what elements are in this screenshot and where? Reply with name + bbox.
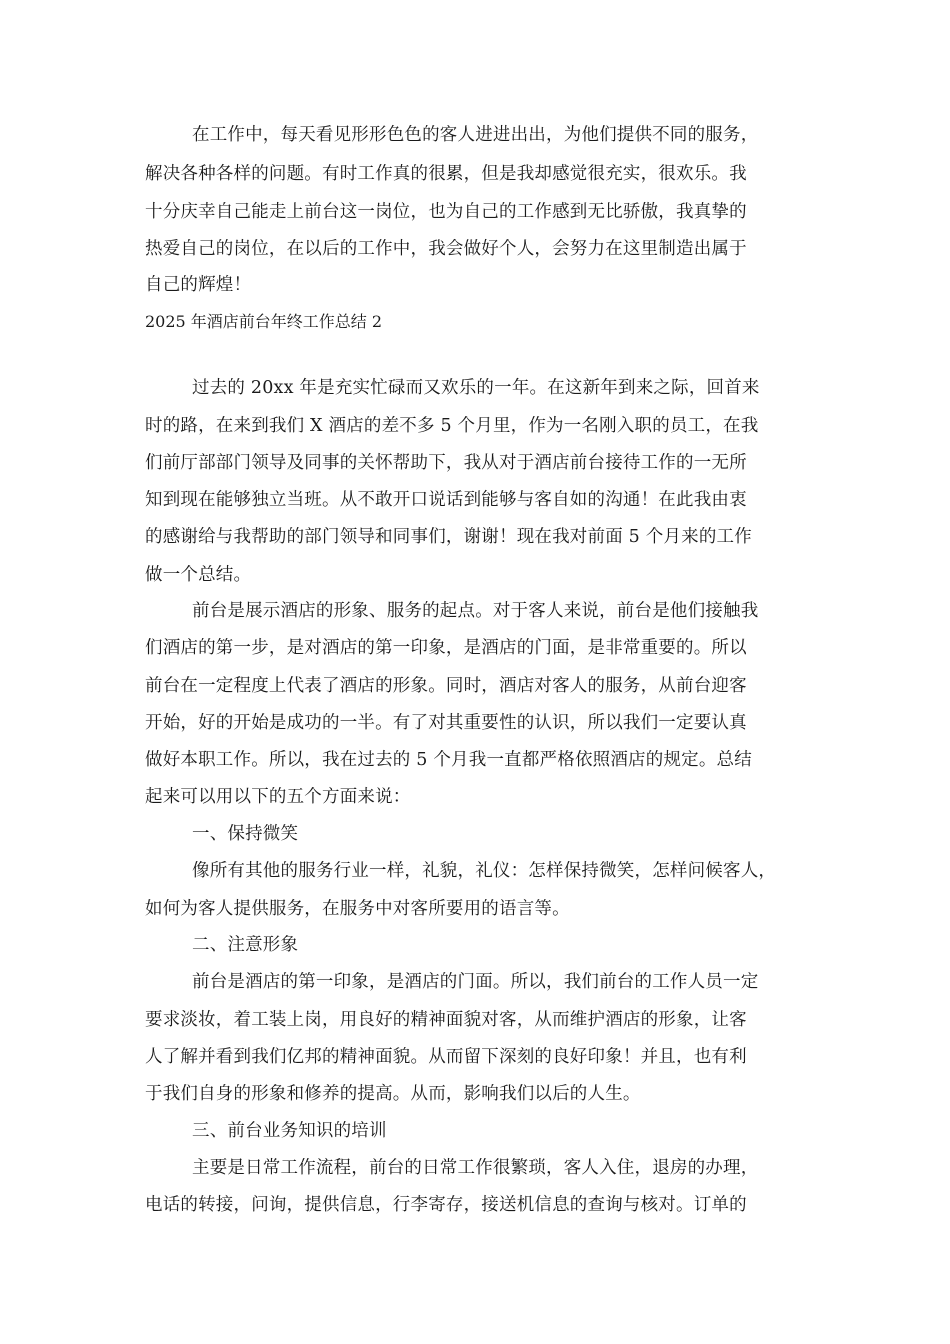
paragraph-line: 前台是酒店的第一印象，是酒店的门面。所以，我们前台的工作人员一定: [192, 972, 759, 992]
paragraph-line: 们前厅部部门领导及同事的关怀帮助下，我从对于酒店前台接待工作的一无所: [145, 453, 747, 473]
paragraph-line: 起来可以用以下的五个方面来说：: [145, 787, 411, 807]
section-title: 2025 年酒店前台年终工作总结 2: [145, 312, 383, 331]
paragraph-line: 知到现在能够独立当班。从不敢开口说话到能够与客自如的沟通！在此我由衷: [145, 490, 747, 510]
paragraph-line: 前台在一定程度上代表了酒店的形象。同时，酒店对客人的服务，从前台迎客: [145, 676, 747, 696]
paragraph-line: 时的路，在来到我们 X 酒店的差不多 5 个月里，作为一名刚入职的员工，在我: [145, 416, 759, 436]
subheading-image: 二、注意形象: [192, 935, 299, 955]
paragraph-line: 电话的转接，问询，提供信息，行李寄存，接送机信息的查询与核对。订单的: [145, 1195, 747, 1215]
paragraph-line: 的感谢给与我帮助的部门领导和同事们，谢谢！现在我对前面 5 个月来的工作: [145, 527, 752, 547]
paragraph-line: 要求淡妆，着工装上岗，用良好的精神面貌对客，从而维护酒店的形象，让客: [145, 1010, 747, 1030]
paragraph-line: 于我们自身的形象和修养的提高。从而，影响我们以后的人生。: [145, 1084, 641, 1104]
paragraph-line: 像所有其他的服务行业一样，礼貌，礼仪：怎样保持微笑，怎样问候客人，: [192, 861, 777, 881]
subheading-training: 三、前台业务知识的培训: [192, 1121, 387, 1141]
subheading-smile: 一、保持微笑: [192, 824, 299, 844]
paragraph-line: 自己的辉煌！: [145, 275, 252, 295]
paragraph-line: 开始，好的开始是成功的一半。有了对其重要性的认识，所以我们一定要认真: [145, 713, 747, 733]
paragraph-line: 们酒店的第一步，是对酒店的第一印象，是酒店的门面，是非常重要的。所以: [145, 638, 747, 658]
paragraph-line: 如何为客人提供服务，在服务中对客所要用的语言等。: [145, 899, 570, 919]
paragraph-line: 人了解并看到我们亿邦的精神面貌。从而留下深刻的良好印象！并且，也有利: [145, 1047, 747, 1067]
paragraph-line: 在工作中，每天看见形形色色的客人进进出出，为他们提供不同的服务，: [192, 125, 759, 145]
paragraph-line: 过去的 20xx 年是充实忙碌而又欢乐的一年。在这新年到来之际，回首来: [192, 378, 760, 398]
paragraph-line: 十分庆幸自己能走上前台这一岗位，也为自己的工作感到无比骄傲，我真挚的: [145, 202, 747, 222]
paragraph-line: 前台是展示酒店的形象、服务的起点。对于客人来说，前台是他们接触我: [192, 601, 759, 621]
paragraph-line: 做一个总结。: [145, 565, 252, 585]
paragraph-line: 解决各种各样的问题。有时工作真的很累，但是我却感觉很充实，很欢乐。我: [145, 164, 747, 184]
paragraph-line: 主要是日常工作流程，前台的日常工作很繁琐，客人入住，退房的办理，: [192, 1158, 759, 1178]
paragraph-line: 做好本职工作。所以，我在过去的 5 个月我一直都严格依照酒店的规定。总结: [145, 750, 752, 770]
paragraph-line: 热爱自己的岗位，在以后的工作中，我会做好个人，会努力在这里制造出属于: [145, 239, 747, 259]
